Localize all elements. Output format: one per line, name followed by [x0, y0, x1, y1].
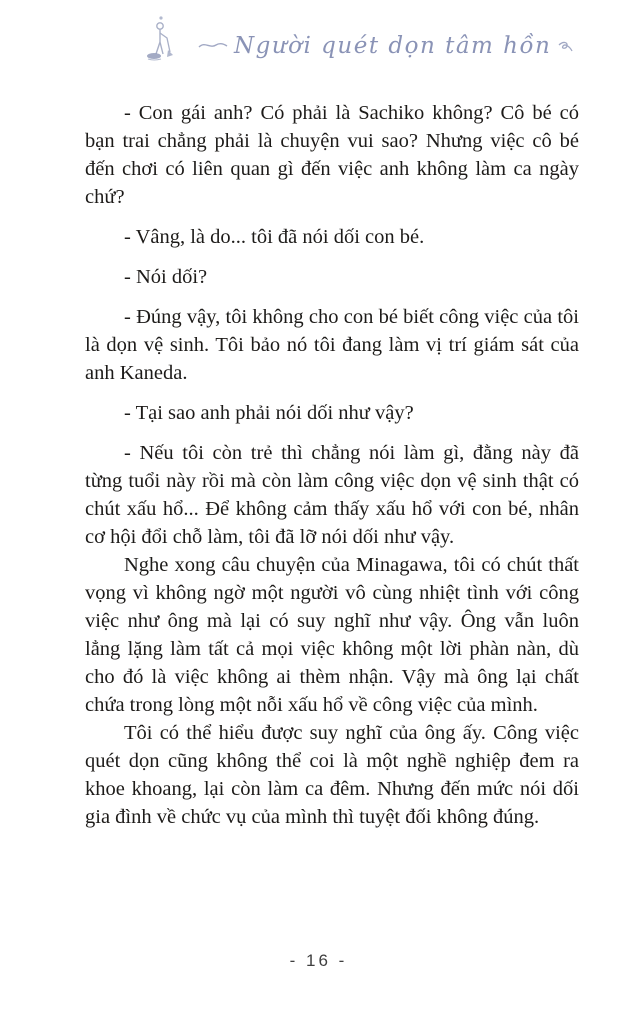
person-sweeping-icon [140, 8, 186, 69]
running-title: Người quét dọn tâm hồn [234, 32, 552, 59]
paragraph-narrative-2: Tôi có thể hiểu được suy nghĩ của ông ấy. Công việc quét dọn cũng không thể coi là một nghề nghiệp đem ra khoe khoang, lại còn làm ca đêm. Nhưng đến mức nói dối gia đình về chức vụ của mình thì tuyệt đối không đúng. [85, 722, 579, 828]
page-number: - 16 - [289, 951, 348, 970]
paragraph-dialogue-2: - Vâng, là do... tôi đã nói dối con bé. [124, 226, 425, 248]
page-header [140, 8, 573, 69]
paragraph-dialogue-6: - Nếu tôi còn trẻ thì chẳng nói làm gì, đằng này đã từng tuổi này rồi mà còn làm công việc dọn vệ sinh thật có chút xấu hổ... Để không cảm thấy xấu hổ với con bé, nhân cơ hội đổi chỗ làm, tôi đã lỡ nói dối như vậy. [85, 442, 579, 548]
paragraph-narrative-1: Nghe xong câu chuyện của Minagawa, tôi có chút thất vọng vì không ngờ một người vô cùng nhiệt tình với công việc như ông mà lại có suy nghĩ như vậy. Ông vẫn luôn lẳng lặng làm tất cả mọi việc không một lời phàn nàn, dù cho đó là việc không ai thèm nhận. Vậy mà ông lại chất chứa trong lòng một nỗi xấu hổ về công việc của mình. [85, 554, 579, 716]
running-title-wrap [198, 33, 573, 59]
paragraph-dialogue-4: - Đúng vậy, tôi không cho con bé biết công việc của tôi là dọn vệ sinh. Tôi bảo nó tôi đang làm vị trí giám sát của anh Kaneda. [85, 306, 579, 384]
page-body [85, 99, 579, 831]
page-footer [0, 951, 637, 971]
paragraph-dialogue-5: - Tại sao anh phải nói dối như vậy? [124, 402, 414, 424]
paragraph-dialogue-1: - Con gái anh? Có phải là Sachiko không? Cô bé có bạn trai chẳng phải là chuyện vui sao? Nhưng việc cô bé đến chơi có liên quan gì đến việc anh không làm ca ngày chứ? [85, 102, 579, 208]
left-flourish-icon [198, 40, 228, 52]
right-flourish-icon [557, 39, 573, 53]
paragraph-dialogue-3: - Nói dối? [124, 266, 208, 288]
